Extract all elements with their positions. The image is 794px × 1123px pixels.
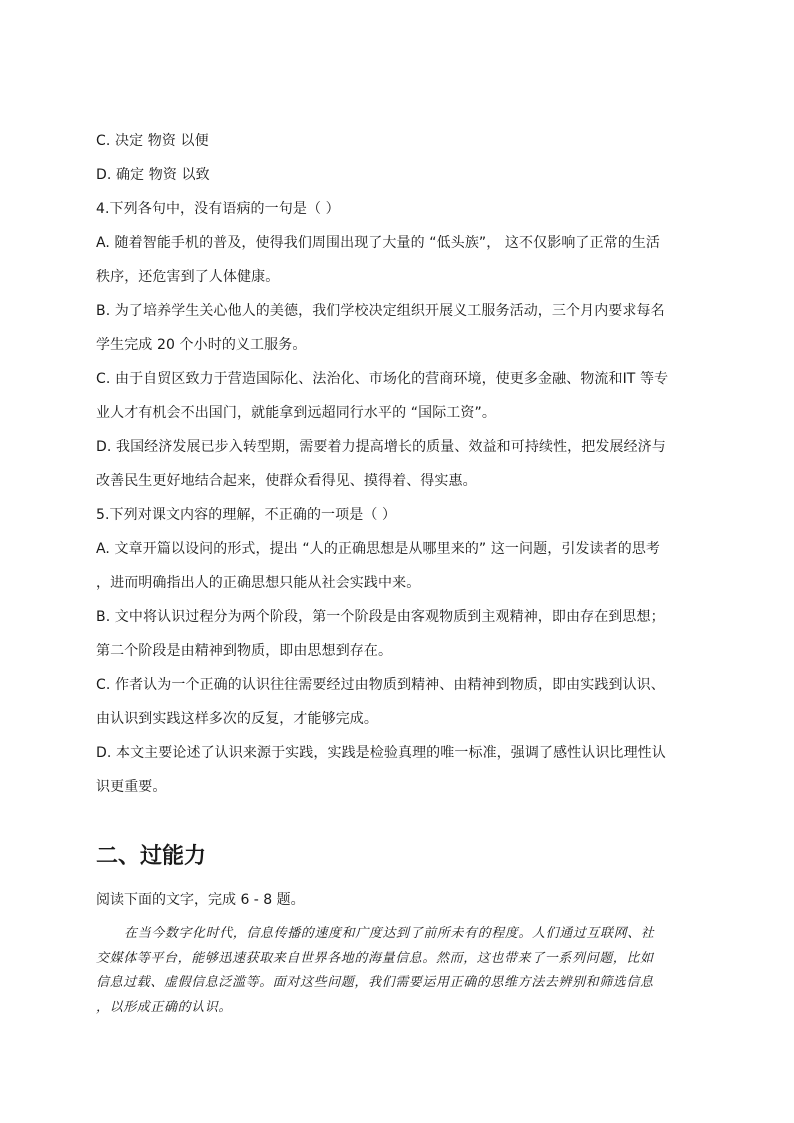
question-4-stem: 4.下列各句中，没有语病的一句是（ ） xyxy=(96,201,340,217)
option-d-previous-question: D. 确定 物资 以致 xyxy=(96,167,210,183)
option-line: ，进而明确指出人的正确思想只能从社会实践中来。 xyxy=(96,575,421,591)
option-line: D. 我国经济发展已步入转型期，需要着力提高增长的质量、效益和可持续性，把发展经济与 xyxy=(96,439,666,455)
question-4-option-a xyxy=(96,226,698,294)
page-content xyxy=(96,124,698,1020)
question-4-option-c xyxy=(96,362,698,430)
option-line: B. 文中将认识过程分为两个阶段，第一个阶段是由客观物质到主观精神，即由存在到思想； xyxy=(96,609,665,625)
question-5-option-c xyxy=(96,668,698,736)
option-line: C. 由于自贸区致力于营造国际化、法治化、市场化的营商环境，使更多金融、物流和IT 等专 xyxy=(96,371,669,387)
passage-line: 交媒体等平台，能够迅速获取来自世界各地的海量信息。然而，这也带来了一系列问题，比如 xyxy=(96,950,654,966)
option-c-previous-question: C. 决定 物资 以便 xyxy=(96,133,209,149)
option-line: 识更重要。 xyxy=(96,779,167,795)
passage-line: 信息过载、虚假信息泛滥等。面对这些问题，我们需要运用正确的思维方法去辨别和筛选信息 xyxy=(96,975,654,990)
option-line: 业人才有机会不出国门，就能拿到远超同行水平的 “国际工资”。 xyxy=(96,405,496,421)
option-line: 秩序，还危害到了人体健康。 xyxy=(96,269,280,285)
passage-line: 在当今数字化时代，信息传播的速度和广度达到了前所未有的程度。人们通过互联网、社 xyxy=(124,926,655,941)
option-line: 改善民生更好地结合起来，使群众看得见、摸得着、得实惠。 xyxy=(96,473,477,489)
passage-line: ，以形成正确的认识。 xyxy=(96,999,233,1015)
option-line: A. 文章开篇以设问的形式，提出 “人的正确思想是从哪里来的” 这一问题，引发读者的思考 xyxy=(96,541,661,557)
option-line: A. 随着智能手机的普及，使得我们周围出现了大量的 “低头族”， 这不仅影响了正常的生活 xyxy=(96,235,661,251)
question-5-option-d xyxy=(96,736,698,804)
question-4-option-d xyxy=(96,430,698,498)
reading-passage xyxy=(96,922,698,1020)
option-line: C. 作者认为一个正确的认识往往需要经过由物质到精神、由精神到物质，即由实践到认识、 xyxy=(96,677,665,693)
reading-instruction: 阅读下面的文字，完成 6 - 8 题。 xyxy=(96,892,305,908)
question-4-option-b xyxy=(96,294,698,362)
option-line: 学生完成 20 个小时的义工服务。 xyxy=(96,337,307,353)
option-line: B. 为了培养学生关心他人的美德，我们学校决定组织开展义工服务活动，三个月内要求每名 xyxy=(96,303,665,319)
question-5-option-b xyxy=(96,600,698,668)
question-5-stem: 5.下列对课文内容的理解，不正确的一项是（ ） xyxy=(96,507,397,523)
option-line: 第二个阶段是由精神到物质，即由思想到存在。 xyxy=(96,643,393,659)
section-heading: 二、过能力 xyxy=(96,844,207,869)
question-5-option-a xyxy=(96,532,698,600)
option-line: 由认识到实践这样多次的反复，才能够完成。 xyxy=(96,711,378,727)
option-line: D. 本文主要论述了认识来源于实践，实践是检验真理的唯一标准，强调了感性认识比理性认 xyxy=(96,745,666,761)
